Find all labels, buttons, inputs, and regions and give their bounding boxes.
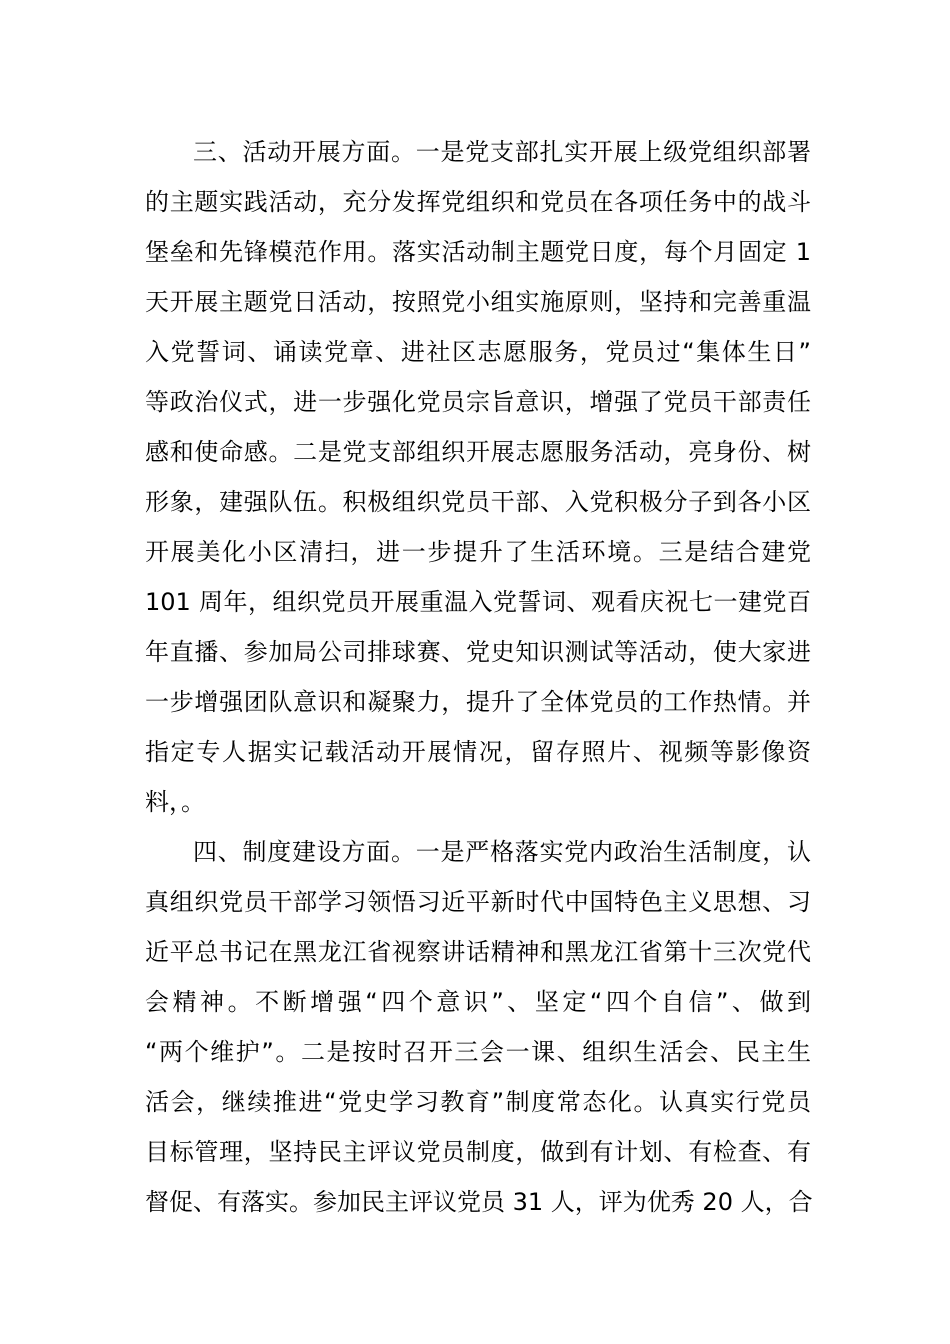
paragraph-institution-building [145,827,811,1227]
paragraph-line: 101 周年，组织党员开展重温入党誓词、观看庆祝七一建党百 [145,588,811,616]
paragraph-line: 目标管理，坚持民主评议党员制度，做到有计划、有检查、有 [145,1138,811,1166]
paragraph-activities [145,127,811,827]
paragraph-line: 等政治仪式，进一步强化党员宗旨意识，增强了党员干部责任 [145,388,811,416]
paragraph-line: 三、活动开展方面。一是党支部扎实开展上级党组织部署 [193,138,811,166]
paragraph-line: 督促、有落实。参加民主评议党员 31 人，评为优秀 20 人，合 [145,1188,813,1216]
paragraph-line: 活会，继续推进“党史学习教育”制度常态化。认真实行党员 [145,1088,811,1116]
paragraph-line: 指定专人据实记载活动开展情况，留存照片、视频等影像资 [145,738,811,766]
paragraph-line: 堡垒和先锋模范作用。落实活动制主题党日度，每个月固定 1 [145,238,811,266]
paragraph-line: 会精神。不断增强“四个意识”、坚定“四个自信”、做到 [145,988,811,1016]
paragraph-line: 年直播、参加局公司排球赛、党史知识测试等活动，使大家进 [145,638,811,666]
paragraph-line: 入党誓词、诵读党章、进社区志愿服务，党员过“集体生日” [145,338,811,366]
paragraph-line: 天开展主题党日活动，按照党小组实施原则，坚持和完善重温 [145,288,811,316]
paragraph-line: 的主题实践活动，充分发挥党组织和党员在各项任务中的战斗 [145,188,811,216]
paragraph-line: 近平总书记在黑龙江省视察讲话精神和黑龙江省第十三次党代 [145,938,811,966]
paragraph-line: 感和使命感。二是党支部组织开展志愿服务活动，亮身份、树 [145,438,811,466]
paragraph-line: “两个维护”。二是按时召开三会一课、组织生活会、民主生 [145,1038,811,1066]
paragraph-line: 开展美化小区清扫，进一步提升了生活环境。三是结合建党 [145,538,811,566]
document-body [145,127,811,1227]
paragraph-line: 料，。 [145,788,205,816]
paragraph-line: 真组织党员干部学习领悟习近平新时代中国特色主义思想、习 [145,888,811,916]
paragraph-line: 四、制度建设方面。一是严格落实党内政治生活制度，认 [193,838,811,866]
paragraph-line: 一步增强团队意识和凝聚力，提升了全体党员的工作热情。并 [145,688,811,716]
paragraph-line: 形象，建强队伍。积极组织党员干部、入党积极分子到各小区 [145,488,811,516]
